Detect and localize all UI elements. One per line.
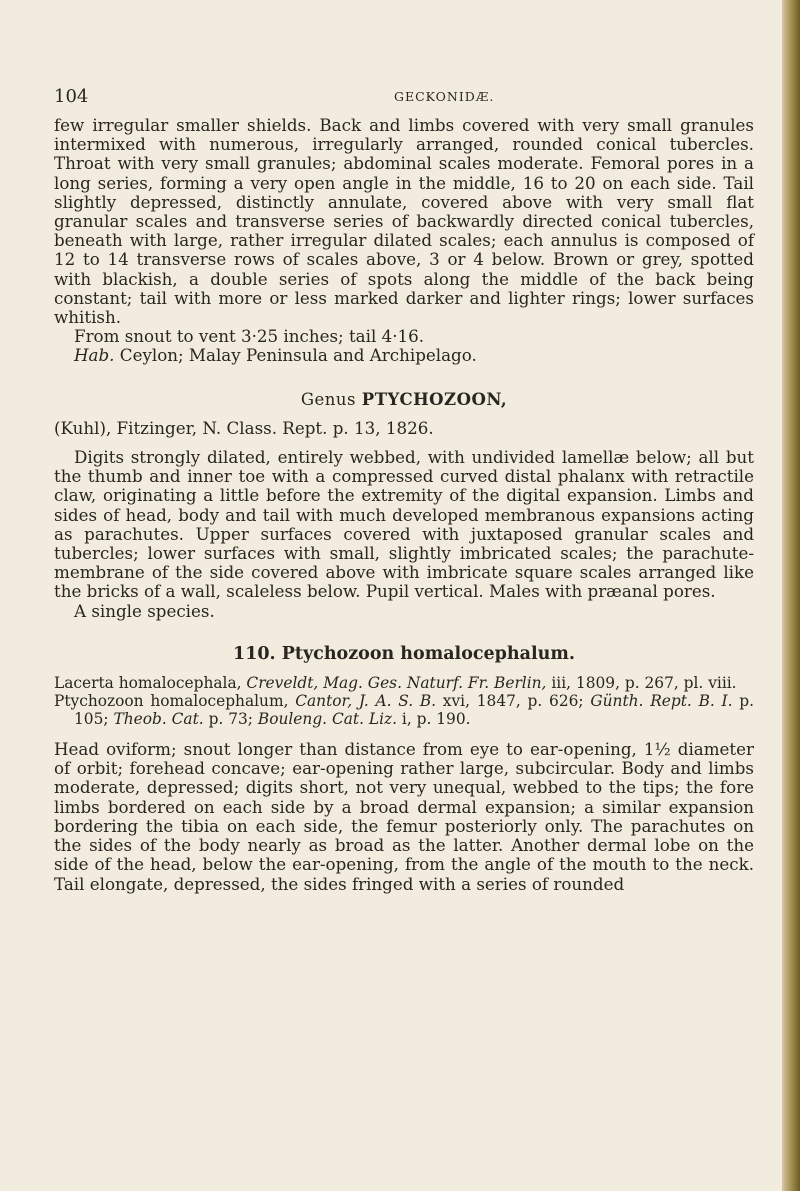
genus-citation: (Kuhl), Fitzinger, N. Class. Rept. p. 13, 1826. [54, 417, 434, 438]
genus-heading [54, 390, 754, 409]
page-edge [782, 0, 800, 1191]
synonym-reference: Creveldt, Mag. Ges. Naturf. Fr. Berlin, [246, 674, 547, 693]
measurements-paragraph: From snout to vent 3·25 inches; tail 4·16. [74, 326, 425, 347]
habitat-text: Ceylon; Malay Peninsula and Archipelago. [114, 345, 477, 366]
synonym-name: Ptychozoon homalocephalum, [54, 692, 296, 711]
text-body [54, 116, 754, 894]
spacer [54, 621, 754, 645]
habitat-paragraph [54, 346, 754, 365]
synonym-name: Lacerta homalocephala, [54, 674, 247, 693]
synonym-reference: Theob. Cat. [113, 710, 204, 729]
species-description: Head oviform; snout longer than distance from eye to ear-opening, 1½ diameter of orbit; forehead concave; ear-opening rather large, subcircular. Body and limbs moderate, depressed; digits short, not very unequal, webbed to the tips; the fore limbs bordered on each side by a broad dermal expansion; a similar expansion bordering the tibia on each side, the femur posteriorly only. The parachutes on the sides of the body nearly as broad as the latter. Another dermal lobe on the side of the head, below the ear-opening, from the angle of the mouth to the neck. Tail elongate, depressed, the sides fringed with a series of rounded [54, 739, 754, 894]
habitat-label: Hab. [74, 345, 115, 366]
synonym-page: p. 105; [74, 692, 754, 729]
synonym-reference: Bouleng. Cat. Liz. [257, 710, 398, 729]
synonym-page: i, p. 190. [397, 710, 471, 729]
spacer [54, 664, 754, 674]
spacer [54, 366, 754, 390]
synonym-entry [54, 674, 754, 692]
synonym-entry [54, 692, 754, 728]
description-paragraph: few irregular smaller shields. Back and limbs covered with very small granules intermixed with numerous, irregularly arranged, rounded conical tubercles. Throat with very small granules; abdominal scales moderate. Femoral pores in a long series, forming a very open angle in the middle, 16 to 20 on each side. Tail slightly depressed, distinctly annulate, covered above with very small flat granular scales and transverse series of backwardly directed conical tubercles, beneath with large, rather irregular dilated scales; each annulus is composed of 12 to 14 transverse rows of scales above, 3 or 4 below. Brown or grey, spotted with blackish, a double series of spots along the middle of the back being constant; tail with more or less marked darker and lighter rings; lower surfaces whitish. [54, 115, 754, 328]
genus-description: Digits strongly dilated, entirely webbed, with undivided lamellæ below; all but the thumb and inner toe with a compressed curved distal phalanx with retractile claw, originating a little before the extremity of the digital expansion. Limbs and sides of head, body and tail with much developed membranous expansions acting as parachutes. Upper surfaces covered with juxtaposed granular scales and tubercles; lower surfaces with small, slightly imbricated scales; the parachute-membrane of the side covered above with imbricate square scales arranged like the bricks of a wall, scaleless below. Pupil vertical. Males with præanal pores. [54, 447, 754, 602]
species-heading: 110. Ptychozoon homalocephalum. [233, 643, 575, 664]
synonym-page: iii, 1809, p. 267, pl. viii. [546, 674, 737, 693]
running-title: GECKONIDÆ. [394, 89, 495, 104]
species-count: A single species. [74, 600, 215, 621]
synonym-reference: Cantor, J. A. S. B. [295, 692, 437, 711]
synonym-page: xvi, 1847, p. 626; [436, 692, 591, 711]
synonym-page: p. 73; [203, 710, 258, 729]
genus-prefix: Genus [300, 389, 362, 409]
synonym-reference: Günth. Rept. B. I. [590, 692, 733, 711]
page-number: 104 [54, 86, 89, 107]
running-head [54, 86, 754, 110]
genus-name: PTYCHOZOON, [361, 389, 508, 409]
